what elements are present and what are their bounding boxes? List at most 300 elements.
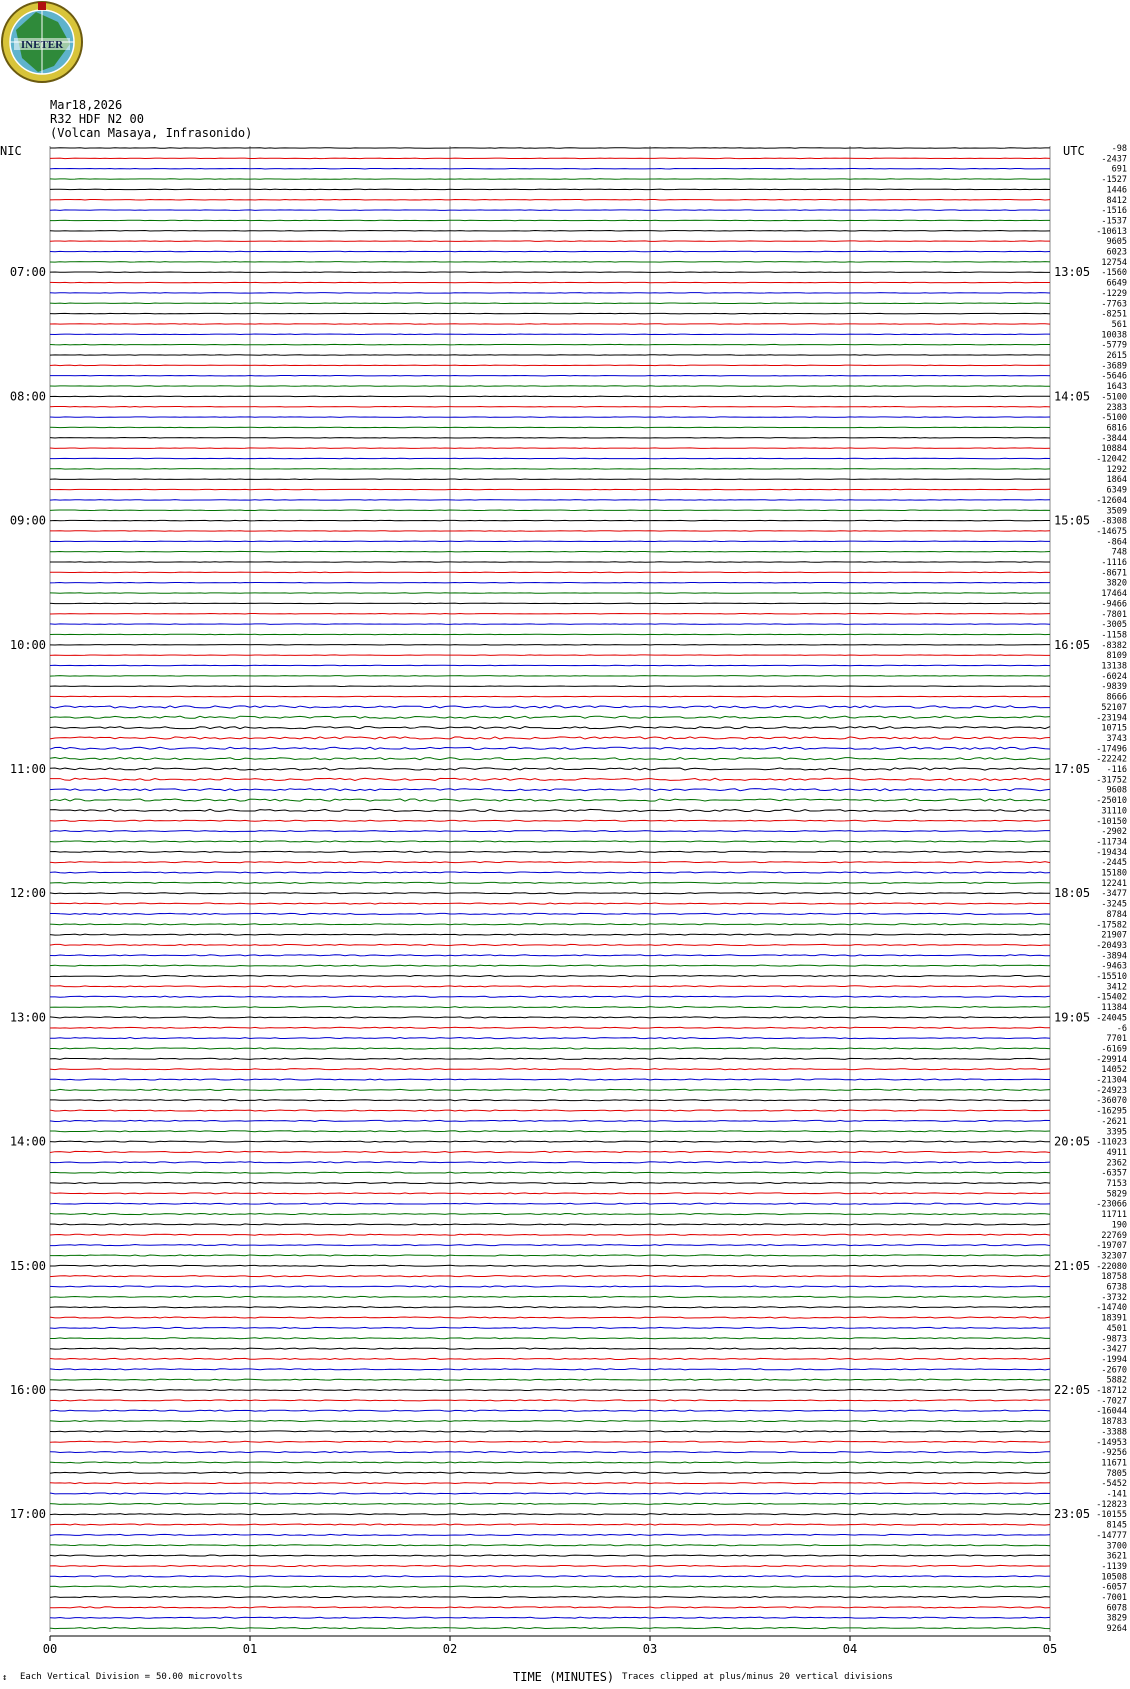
hour-label-utc: 23:05: [1054, 1507, 1091, 1522]
seismic-trace: [50, 1503, 1050, 1504]
hour-label-nic: 14:00: [9, 1134, 46, 1149]
seismic-trace: [50, 448, 1050, 449]
seismic-trace: [50, 1338, 1050, 1339]
clip-note: Traces clipped at plus/minus 20 vertical divisions: [622, 1672, 893, 1682]
trace-offset-label: 9264: [1106, 1624, 1127, 1635]
seismic-trace: [50, 210, 1050, 211]
trace-offset-label: 8784: [1106, 909, 1127, 920]
trace-offset-label: 6023: [1106, 247, 1127, 258]
seismic-trace: [50, 1596, 1050, 1597]
seismic-trace: [50, 965, 1050, 966]
seismic-trace: [50, 1400, 1050, 1401]
seismic-trace: [50, 1296, 1050, 1297]
seismic-trace: [50, 1203, 1050, 1204]
trace-offset-label: -18712: [1096, 1386, 1127, 1396]
seismic-trace: [50, 531, 1050, 532]
trace-offset-label: 1864: [1106, 475, 1127, 486]
trace-offset-label: 11671: [1101, 1458, 1127, 1469]
trace-offset-label: -1527: [1101, 175, 1127, 186]
seismic-trace: [50, 344, 1050, 345]
trace-offset-label: -98: [1111, 144, 1127, 154]
trace-offset-label: -1139: [1101, 1561, 1127, 1572]
seismic-trace: [50, 624, 1050, 625]
trace-offset-label: -2437: [1101, 154, 1127, 165]
seismic-trace: [50, 313, 1050, 314]
hour-label-utc: 13:05: [1054, 265, 1091, 280]
trace-offset-label: 4911: [1106, 1147, 1127, 1158]
trace-offset-label: 8145: [1106, 1520, 1127, 1531]
seismic-trace: [50, 1162, 1050, 1163]
seismic-trace: [50, 1286, 1050, 1287]
trace-offset-label: 15180: [1101, 868, 1127, 879]
trace-offset-label: -11734: [1096, 837, 1127, 848]
trace-offset-label: -3427: [1101, 1344, 1127, 1355]
trace-offset-label: -6057: [1101, 1582, 1127, 1593]
trace-offset-label: -8251: [1101, 309, 1127, 320]
trace-offset-label: 9605: [1106, 237, 1127, 248]
hour-label-nic: 15:00: [9, 1258, 46, 1273]
trace-offset-label: 6738: [1106, 1282, 1127, 1293]
seismic-trace: [50, 479, 1050, 480]
hour-label-utc: 17:05: [1054, 762, 1091, 776]
trace-offset-label: -10155: [1096, 1510, 1127, 1521]
seismic-trace: [50, 510, 1050, 511]
trace-offset-label: 5882: [1106, 1375, 1127, 1386]
seismic-trace: [50, 676, 1050, 677]
seismic-trace: [50, 1493, 1050, 1494]
seismic-trace: [50, 593, 1050, 594]
seismic-trace: [50, 417, 1050, 418]
trace-offset-label: -6357: [1101, 1168, 1127, 1179]
seismic-trace: [50, 272, 1050, 273]
trace-offset-label: 6816: [1106, 423, 1127, 434]
trace-offset-label: -14675: [1096, 526, 1127, 537]
seismic-trace: [50, 1307, 1050, 1308]
seismic-trace: [50, 820, 1050, 821]
hour-label-utc: 20:05: [1054, 1134, 1091, 1149]
seismic-trace: [50, 851, 1050, 852]
seismic-trace: [50, 913, 1050, 914]
trace-offset-label: 7153: [1106, 1179, 1127, 1189]
seismic-trace: [50, 1234, 1050, 1235]
trace-offset-label: 561: [1111, 319, 1127, 330]
seismic-trace: [50, 293, 1050, 294]
trace-offset-label: 5829: [1106, 1189, 1127, 1200]
trace-offset-label: 22769: [1101, 1230, 1127, 1241]
seismic-trace: [50, 1141, 1050, 1142]
header-date: Mar18,2026: [50, 98, 123, 112]
trace-offset-label: -3689: [1101, 361, 1127, 372]
hour-label-utc: 21:05: [1054, 1258, 1091, 1273]
trace-offset-label: 52107: [1101, 702, 1127, 713]
seismic-trace: [50, 500, 1050, 501]
trace-offset-label: -19707: [1096, 1241, 1127, 1252]
trace-offset-label: -116: [1106, 765, 1127, 775]
seismic-trace: [50, 986, 1050, 987]
seismic-trace: [50, 747, 1050, 749]
trace-offset-label: -10150: [1096, 816, 1127, 827]
trace-offset-label: -3477: [1101, 889, 1127, 900]
seismic-trace: [50, 809, 1050, 811]
trace-offset-label: -31752: [1096, 775, 1127, 786]
seismic-trace: [50, 614, 1050, 615]
trace-offset-label: 2615: [1106, 351, 1127, 361]
trace-offset-label: -14953: [1096, 1437, 1127, 1448]
trace-offset-label: 32307: [1101, 1251, 1127, 1262]
seismic-trace: [50, 778, 1050, 780]
trace-offset-label: -14740: [1096, 1303, 1127, 1314]
trace-offset-label: 3621: [1106, 1551, 1127, 1562]
seismic-trace: [50, 1628, 1050, 1629]
trace-offset-label: 3412: [1106, 982, 1127, 993]
hour-label-nic: 17:00: [9, 1507, 46, 1522]
trace-offset-label: -6: [1116, 1023, 1127, 1034]
seismic-trace: [50, 1172, 1050, 1173]
trace-offset-label: -19434: [1096, 847, 1127, 858]
trace-offset-label: -2445: [1101, 858, 1127, 869]
seismic-trace: [50, 944, 1050, 945]
trace-offset-label: 17464: [1101, 589, 1127, 600]
scale-icon: ↕: [2, 1673, 8, 1683]
trace-offset-label: -11023: [1096, 1137, 1127, 1148]
hour-label-nic: 13:00: [9, 1010, 46, 1025]
seismic-trace: [50, 324, 1050, 325]
seismic-trace: [50, 1027, 1050, 1028]
seismic-trace: [50, 1265, 1050, 1266]
seismic-trace: [50, 520, 1050, 521]
trace-offset-label: 691: [1111, 164, 1127, 175]
hour-label-nic: 16:00: [9, 1383, 46, 1397]
trace-offset-label: -22080: [1096, 1261, 1127, 1272]
seismic-trace: [50, 882, 1050, 883]
seismic-trace: [50, 1058, 1050, 1059]
seismic-trace: [50, 303, 1050, 304]
seismic-trace: [50, 1379, 1050, 1380]
seismic-trace: [50, 1245, 1050, 1246]
seismic-trace: [50, 1214, 1050, 1215]
trace-offset-label: 8412: [1106, 195, 1127, 206]
seismic-trace: [50, 1110, 1050, 1111]
seismic-trace: [50, 1441, 1050, 1442]
trace-offset-label: 3743: [1106, 733, 1127, 744]
seismic-trace: [50, 1317, 1050, 1318]
trace-offset-label: 7701: [1106, 1034, 1127, 1045]
trace-offset-label: -9839: [1101, 682, 1127, 693]
hour-label-utc: 16:05: [1054, 637, 1091, 652]
seismic-trace: [50, 634, 1050, 635]
seismic-trace: [50, 1017, 1050, 1018]
trace-offset-label: -1537: [1101, 216, 1127, 227]
seismic-trace: [50, 831, 1050, 832]
hour-label-nic: 07:00: [9, 265, 46, 280]
trace-offset-label: 11711: [1101, 1210, 1127, 1221]
trace-offset-label: -9463: [1101, 961, 1127, 972]
trace-offset-label: -16295: [1096, 1106, 1127, 1117]
trace-offset-label: -9256: [1101, 1448, 1127, 1459]
seismic-trace: [50, 1483, 1050, 1484]
trace-offset-label: -2621: [1101, 1116, 1127, 1127]
seismic-trace: [50, 251, 1050, 252]
seismic-trace: [50, 1100, 1050, 1101]
trace-offset-label: 1292: [1106, 464, 1127, 475]
seismic-trace: [50, 386, 1050, 387]
seismic-trace: [50, 1534, 1050, 1535]
seismic-trace: [50, 1410, 1050, 1411]
trace-offset-label: -21304: [1096, 1075, 1127, 1086]
seismic-trace: [50, 1576, 1050, 1577]
trace-offset-label: -5646: [1101, 371, 1127, 382]
x-tick-label: 01: [242, 1642, 258, 1657]
hour-label-utc: 22:05: [1054, 1383, 1091, 1397]
seismic-trace: [50, 1431, 1050, 1432]
seismic-trace: [50, 789, 1050, 791]
vertical-division-value: 50.00 microvolts: [156, 1672, 243, 1682]
seismic-trace: [50, 334, 1050, 335]
trace-offset-label: 1446: [1106, 185, 1127, 196]
seismic-trace: [50, 1472, 1050, 1473]
hour-label-nic: 10:00: [9, 637, 46, 652]
trace-offset-label: -23066: [1096, 1199, 1127, 1210]
trace-offset-label: 3700: [1106, 1541, 1127, 1552]
seismic-trace: [50, 1389, 1050, 1390]
trace-offset-label: 10508: [1101, 1572, 1127, 1583]
trace-offset-label: -7763: [1101, 299, 1127, 310]
logo-text: INETER: [20, 39, 64, 51]
trace-offset-label: -1516: [1101, 206, 1127, 217]
hour-label-utc: 18:05: [1054, 886, 1091, 901]
seismic-trace: [50, 1452, 1050, 1453]
trace-offset-label: 10884: [1101, 444, 1127, 455]
trace-offset-label: -3894: [1101, 951, 1127, 962]
seismic-trace: [50, 975, 1050, 976]
seismic-trace: [50, 148, 1050, 149]
seismic-trace: [50, 241, 1050, 242]
header-station: R32 HDF N2 00: [50, 112, 144, 126]
trace-offset-label: 6349: [1106, 485, 1127, 496]
seismic-trace: [50, 1007, 1050, 1008]
seismic-trace: [50, 903, 1050, 904]
x-tick-label: 05: [1042, 1642, 1058, 1657]
trace-offset-label: -5100: [1101, 392, 1127, 403]
trace-offset-label: 3509: [1106, 506, 1127, 517]
trace-offset-label: -1229: [1101, 288, 1127, 299]
seismic-trace: [50, 1255, 1050, 1256]
trace-offset-label: -1158: [1101, 630, 1127, 641]
seismic-trace: [50, 727, 1050, 729]
trace-offset-label: 6649: [1106, 278, 1127, 289]
seismic-trace: [50, 1358, 1050, 1359]
x-tick-label: 03: [642, 1642, 658, 1657]
trace-offset-label: 3820: [1106, 578, 1127, 589]
seismic-trace: [50, 1524, 1050, 1525]
trace-offset-label: 18391: [1101, 1313, 1127, 1324]
header-location: (Volcan Masaya, Infrasonido): [50, 126, 253, 140]
trace-offset-label: 8109: [1106, 651, 1127, 662]
seismic-trace: [50, 768, 1050, 770]
trace-offset-label: -864: [1106, 537, 1127, 548]
seismic-trace: [50, 1089, 1050, 1090]
trace-offset-label: 12241: [1101, 878, 1127, 889]
trace-offset-label: 3829: [1106, 1613, 1127, 1624]
seismic-trace: [50, 220, 1050, 221]
trace-offset-label: 10715: [1101, 723, 1127, 734]
trace-offset-label: 18783: [1101, 1417, 1127, 1428]
trace-offset-label: -7801: [1101, 609, 1127, 620]
seismic-trace: [50, 841, 1050, 842]
trace-offset-label: 13138: [1101, 661, 1127, 672]
seismic-trace: [50, 1120, 1050, 1121]
trace-offset-label: -36070: [1096, 1096, 1127, 1107]
trace-offset-label: 12754: [1101, 257, 1127, 268]
x-tick-label: 04: [842, 1642, 858, 1657]
vertical-division-label: Each Vertical Division =: [20, 1672, 151, 1682]
trace-offset-label: -7027: [1101, 1396, 1127, 1407]
trace-offset-label: 3395: [1106, 1127, 1127, 1138]
trace-offset-label: -23194: [1096, 713, 1127, 724]
trace-offset-label: -8382: [1101, 640, 1127, 651]
seismic-trace: [50, 1069, 1050, 1070]
trace-offset-label: 10038: [1101, 330, 1127, 341]
seismic-trace: [50, 924, 1050, 925]
trace-offset-label: -14777: [1096, 1530, 1127, 1541]
trace-offset-label: -24045: [1096, 1013, 1127, 1024]
seismic-trace: [50, 716, 1050, 718]
hour-label-nic: 09:00: [9, 513, 46, 528]
trace-offset-label: -25010: [1096, 796, 1127, 807]
left-axis-label: NIC: [0, 144, 22, 158]
trace-offset-label: -7001: [1101, 1593, 1127, 1603]
trace-offset-label: -29914: [1096, 1054, 1127, 1065]
seismic-trace: [50, 1586, 1050, 1587]
seismic-trace: [50, 1545, 1050, 1546]
trace-offset-label: -2670: [1101, 1365, 1127, 1376]
trace-offset-label: 21907: [1101, 930, 1127, 941]
seismic-trace: [50, 996, 1050, 997]
seismic-trace: [50, 872, 1050, 873]
trace-offset-label: -17582: [1096, 920, 1127, 931]
trace-offset-label: -141: [1106, 1489, 1127, 1500]
trace-offset-label: -5452: [1101, 1479, 1127, 1490]
trace-offset-label: -15510: [1096, 972, 1127, 982]
trace-offset-label: -9873: [1101, 1334, 1127, 1345]
hour-label-nic: 11:00: [9, 762, 46, 776]
seismic-trace: [50, 541, 1050, 542]
trace-offset-label: 6078: [1106, 1603, 1127, 1614]
trace-offset-label: 31110: [1101, 806, 1127, 817]
seismic-trace: [50, 1607, 1050, 1608]
seismic-trace: [50, 1193, 1050, 1194]
seismic-trace: [50, 168, 1050, 169]
trace-offset-label: -12823: [1096, 1499, 1127, 1510]
trace-offset-label: -9466: [1101, 599, 1127, 610]
seismic-trace: [50, 1276, 1050, 1277]
seismic-trace: [50, 686, 1050, 687]
trace-offset-label: -24923: [1096, 1085, 1127, 1096]
seismic-trace: [50, 955, 1050, 956]
seismic-trace: [50, 799, 1050, 801]
seismic-trace: [50, 934, 1050, 935]
trace-offset-label: -3388: [1101, 1427, 1127, 1438]
trace-offset-label: 7805: [1106, 1468, 1127, 1479]
trace-offset-label: -22242: [1096, 754, 1127, 765]
seismic-trace: [50, 737, 1050, 739]
seismic-trace: [50, 758, 1050, 760]
trace-offset-label: -12604: [1096, 495, 1127, 506]
seismic-trace: [50, 189, 1050, 190]
x-tick-label: 00: [42, 1642, 58, 1657]
seismic-trace: [50, 1048, 1050, 1049]
trace-offset-label: -10613: [1096, 226, 1127, 237]
trace-offset-label: 8666: [1106, 692, 1127, 703]
trace-offset-label: -8671: [1101, 568, 1127, 579]
trace-offset-label: -16044: [1096, 1406, 1127, 1417]
trace-offset-label: -1560: [1101, 268, 1127, 279]
seismic-trace: [50, 1555, 1050, 1556]
trace-offset-label: -1994: [1101, 1354, 1127, 1365]
seismic-trace: [50, 355, 1050, 356]
trace-offset-label: 190: [1111, 1220, 1127, 1231]
trace-offset-label: 9608: [1106, 785, 1127, 796]
trace-offset-label: 2383: [1106, 402, 1127, 413]
x-axis-title: TIME (MINUTES): [513, 1670, 615, 1684]
trace-offset-label: -20493: [1096, 940, 1127, 951]
trace-offset-label: -17496: [1096, 744, 1127, 755]
trace-offset-label: -6169: [1101, 1044, 1127, 1055]
seismic-trace: [50, 572, 1050, 573]
trace-offset-label: 11384: [1101, 1003, 1127, 1014]
seismic-trace: [50, 438, 1050, 439]
seismic-trace: [50, 1151, 1050, 1152]
trace-offset-label: 748: [1111, 547, 1127, 558]
seismic-trace: [50, 862, 1050, 863]
seismic-trace: [50, 1421, 1050, 1422]
trace-offset-label: -5100: [1101, 413, 1127, 424]
trace-offset-label: 14052: [1101, 1065, 1127, 1076]
hour-label-utc: 15:05: [1054, 513, 1091, 528]
seismic-trace: [50, 1462, 1050, 1463]
seismic-trace: [50, 1079, 1050, 1080]
seismic-trace: [50, 231, 1050, 232]
hour-label-utc: 19:05: [1054, 1010, 1091, 1025]
trace-offset-label: -3732: [1101, 1292, 1127, 1303]
trace-offset-label: -5779: [1101, 340, 1127, 351]
seismic-trace: [50, 665, 1050, 666]
seismic-trace: [50, 158, 1050, 159]
seismic-trace: [50, 1182, 1050, 1183]
trace-offset-label: -3245: [1101, 899, 1127, 910]
seismic-trace: [50, 706, 1050, 708]
trace-offset-label: -6024: [1101, 671, 1127, 682]
trace-offset-label: -15402: [1096, 992, 1127, 1003]
x-tick-label: 02: [442, 1642, 458, 1657]
seismic-trace: [50, 1514, 1050, 1515]
seismic-trace: [50, 469, 1050, 470]
trace-offset-label: 2362: [1106, 1158, 1127, 1169]
seismic-trace: [50, 365, 1050, 366]
seismic-trace: [50, 1565, 1050, 1566]
trace-offset-label: 18758: [1101, 1272, 1127, 1283]
trace-offset-label: -1116: [1101, 558, 1127, 568]
trace-offset-label: -12042: [1096, 454, 1127, 465]
hour-label-nic: 12:00: [9, 886, 46, 901]
seismic-trace: [50, 1038, 1050, 1039]
seismic-trace: [50, 893, 1050, 894]
seismic-trace: [50, 489, 1050, 490]
seismic-trace: [50, 1131, 1050, 1132]
seismic-trace: [50, 696, 1050, 697]
seismic-trace: [50, 396, 1050, 397]
seismic-trace: [50, 1348, 1050, 1349]
